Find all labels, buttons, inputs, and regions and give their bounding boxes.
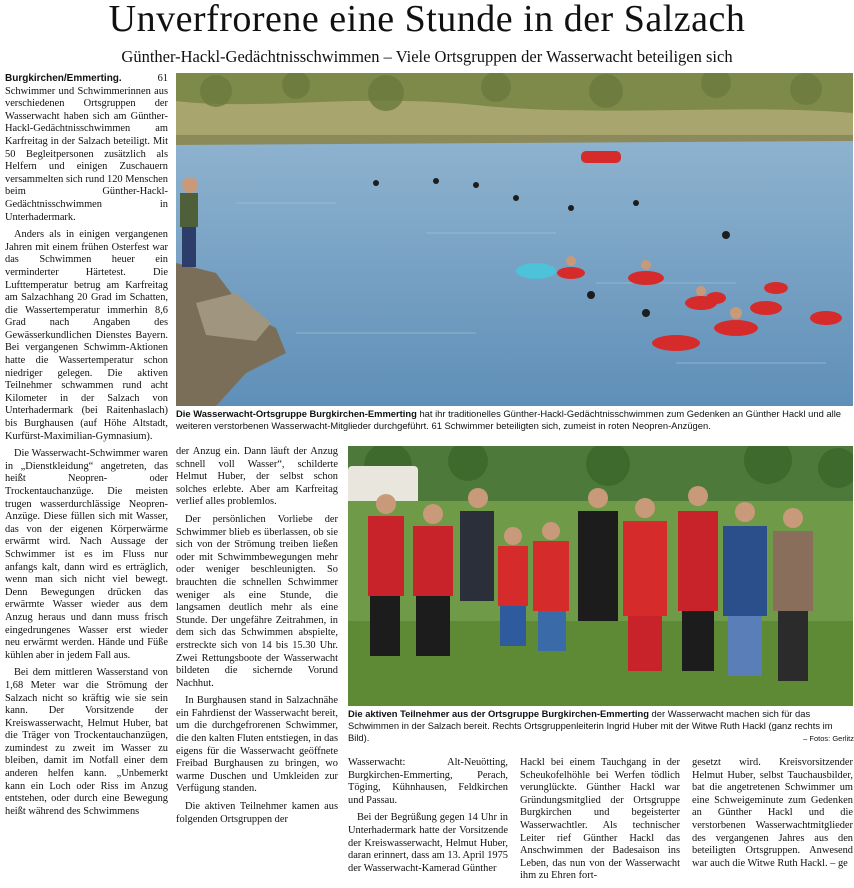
headline: Unverfrorene eine Stunde in der Salzach — [108, 0, 746, 40]
paragraph: gesetzt wird. Kreisvorsitzender Helmut Huber, selbst Tauchausbilder, bat die angetretenen Schwimmer um eine Schweigeminute zum Gedenken an Günther Hackl und die verstorbenen Wasserwachtmitglieder des vergangenen Jahres aus den beteiligten Ortsgruppen. Anwesend war auch die Witwe Ruth Hackl. – ge — [692, 757, 853, 869]
article-column-1 — [5, 73, 168, 888]
paragraph: Der persönlichen Vorliebe der Schwimmer blieb es überlassen, ob sie sich von der Strömung treiben ließen oder mit Schwimmbewegungen mehr oder weniger beschleunigten. So brauchten die schnellen Schwimmer weniger als eine Stunde, die langsamen deutlich mehr als eine Stunde. Der ungefähre Zeitrahmen, in dem sich das Schwimmen abspielte, erstreckte sich von 14 bis 15.30 Uhr. Zwei Rettungsboote der Wasserwacht bildeten die sichernde Vorund Nachhut. — [176, 513, 338, 689]
subheadline: Günther-Hackl-Gedächtnisschwimmen – Viele Ortsgruppen der Wasserwacht beteiligen sich — [121, 47, 733, 66]
paragraph: Die aktiven Teilnehmer kamen aus folgenden Ortsgruppen der — [176, 801, 338, 825]
paragraph: Bei dem mittleren Wasserstand von 1,68 Meter war die Strömung der Salzach nicht so kräftig wie sie sein kann. Der Vorsitzende der Kreiswasserwacht, Helmut Huber, bat die Träger von Trockentauchanzügen, zumindest zu zweit im Wasser zu bleiben, damit im Notfall einer dem anderen helfen kann. „Unbemerkt kann ein Loch oder Riss im Anzug entstehen, oder durch eine Bewegung heißt während des Schwimmens — [5, 667, 168, 817]
photo-caption-2: Die aktiven Teilnehmer aus der Ortsgruppe Burgkirchen-Emmerting der Wasserwacht machen sich für das Schwimmen in der Salzach bereit. Rechts Ortsgruppenleiterin Ingrid Huber mit der Witwe Ruth Hackl (ganz rechts im Bild). — [348, 708, 833, 743]
article-column-3 — [348, 757, 508, 888]
article-column-4 — [520, 757, 680, 888]
article-column-2 — [176, 446, 338, 888]
photo-river-swimmers — [176, 73, 853, 406]
paragraph: Anders als in einigen vergangenen Jahren mit einem frühen Osterfest war das Schwimmen heuer ein verminderter Härtetest. Die Lufttemperatur betrug am Karfreitag am Salzachhang 20 Grad im Schatten, die Wassertemperatur immerhin 8,6 Grad nach Angaben des Gewässerkundlichen Dienstes Bayern. Bei vergangenen Schwimm-Aktionen hatte die Wassertemperatur schon niedriger gelegen. Die aktiven Teilnehmer schwammen rund acht Kilometer in der Salzach von Unterhadermark (bei Raitenhaslach) bis Burghausen (auf Höhe Altstadt, Kurfürst-Maximilian-Gymnasium). — [5, 229, 168, 442]
photo-caption-1: Die Wasserwacht-Ortsgruppe Burgkirchen-Emmerting hat ihr traditionelles Günther-Hackl-Gedächtnisschwimmen zum Gedenken an Günther Hackl und alle weiteren verstorbenen Wasserwacht-Mitglieder durchgeführt. 61 Schwimmer beteiligten sich, zumeist in roten Neopren-Anzügen. — [176, 408, 842, 431]
paragraph: In Burghausen stand in Salzachnähe ein Fahrdienst der Wasserwacht bereit, um die durchgefrorenen Schwimmer, die den kalten Fluten entstiegen, in das eigens für die Wasserwacht geöffnete Freibad Burghausen zu bringen, wo warme Duschen und Umkleiden zur Verfügung standen. — [176, 695, 338, 795]
dateline: Burgkirchen/Emmerting. — [5, 73, 122, 84]
paragraph: Die Wasserwacht-Schwimmer waren in „Dienstkleidung“ angetreten, das heißt Neopren- oder Trockentauchanzüge. Die meisten trugen wasserdurchlässige Neopren-Anzüge. Diese füllen sich mit Wasser, das von der eigenen Körperwärme erwärmt wird. Nach Aussage der Schwimmer ist es im Fluss nur anfangs kalt, dann wird es erträglich, wenn man sich nicht viel bewegt. Denn Bewegungen drücken das erwärmte Wasser wieder aus dem Anzug heraus und dann muss frisch eingedrungenes Wasser erst wieder neu erwärmt werden. Hände und Füße kühlen aber in jedem Fall aus. — [5, 448, 168, 661]
photo-credit: – Fotos: Gerlitz — [803, 734, 854, 743]
paragraph: Burgkirchen/Emmerting. 61 Schwimmer und Schwimmerinnen aus verschiedenen Ortsgruppen der Wasserwacht haben sich am Günther-Hackl-Gedächtnisschwimmen am Karfreitag in der Salzach beteiligt. Mit 50 Begleitpersonen zusätzlich als Helfern und einigen Zuschauern versammelten sich rund 120 Menschen beim Günther-Hackl-Gedächtnisschwimmen in Unterhadermark. — [5, 73, 168, 223]
article-column-5 — [692, 757, 853, 888]
river-photo-illustration — [176, 73, 853, 406]
group-photo-illustration — [348, 446, 853, 706]
paragraph: der Anzug ein. Dann läuft der Anzug schnell voll Wasser“, schilderte Helmut Huber, der selbst schon solches erlebte. Aber am Karfreitag verlief alles problemlos. — [176, 446, 338, 508]
paragraph: Wasserwacht: Alt-Neuötting, Burgkirchen-Emmerting, Perach, Töging, Kühnhausen, Feldkirchen und Passau. — [348, 757, 508, 806]
paragraph: Bei der Begrüßung gegen 14 Uhr in Unterhadermark hatte der Vorsitzende der Kreiswasserwacht, Helmut Huber, daran erinnert, dass am 13. April 1975 der Wasserwacht-Kamerad Günther — [348, 812, 508, 874]
photo-group — [348, 446, 853, 706]
paragraph: Hackl bei einem Tauchgang in der Scheukofelhöhle bei Werfen tödlich verunglückte. Günther Hackl war Gründungsmitglied der Ortsgruppe Burgkirchen und begeisterter Wasserwachtler. Als technischer Leiter rief Günther Hackl das Anschwimmen der Badesaison ins Leben, das nun von der Wasserwacht ihm zu Ehren fort- — [520, 757, 680, 882]
